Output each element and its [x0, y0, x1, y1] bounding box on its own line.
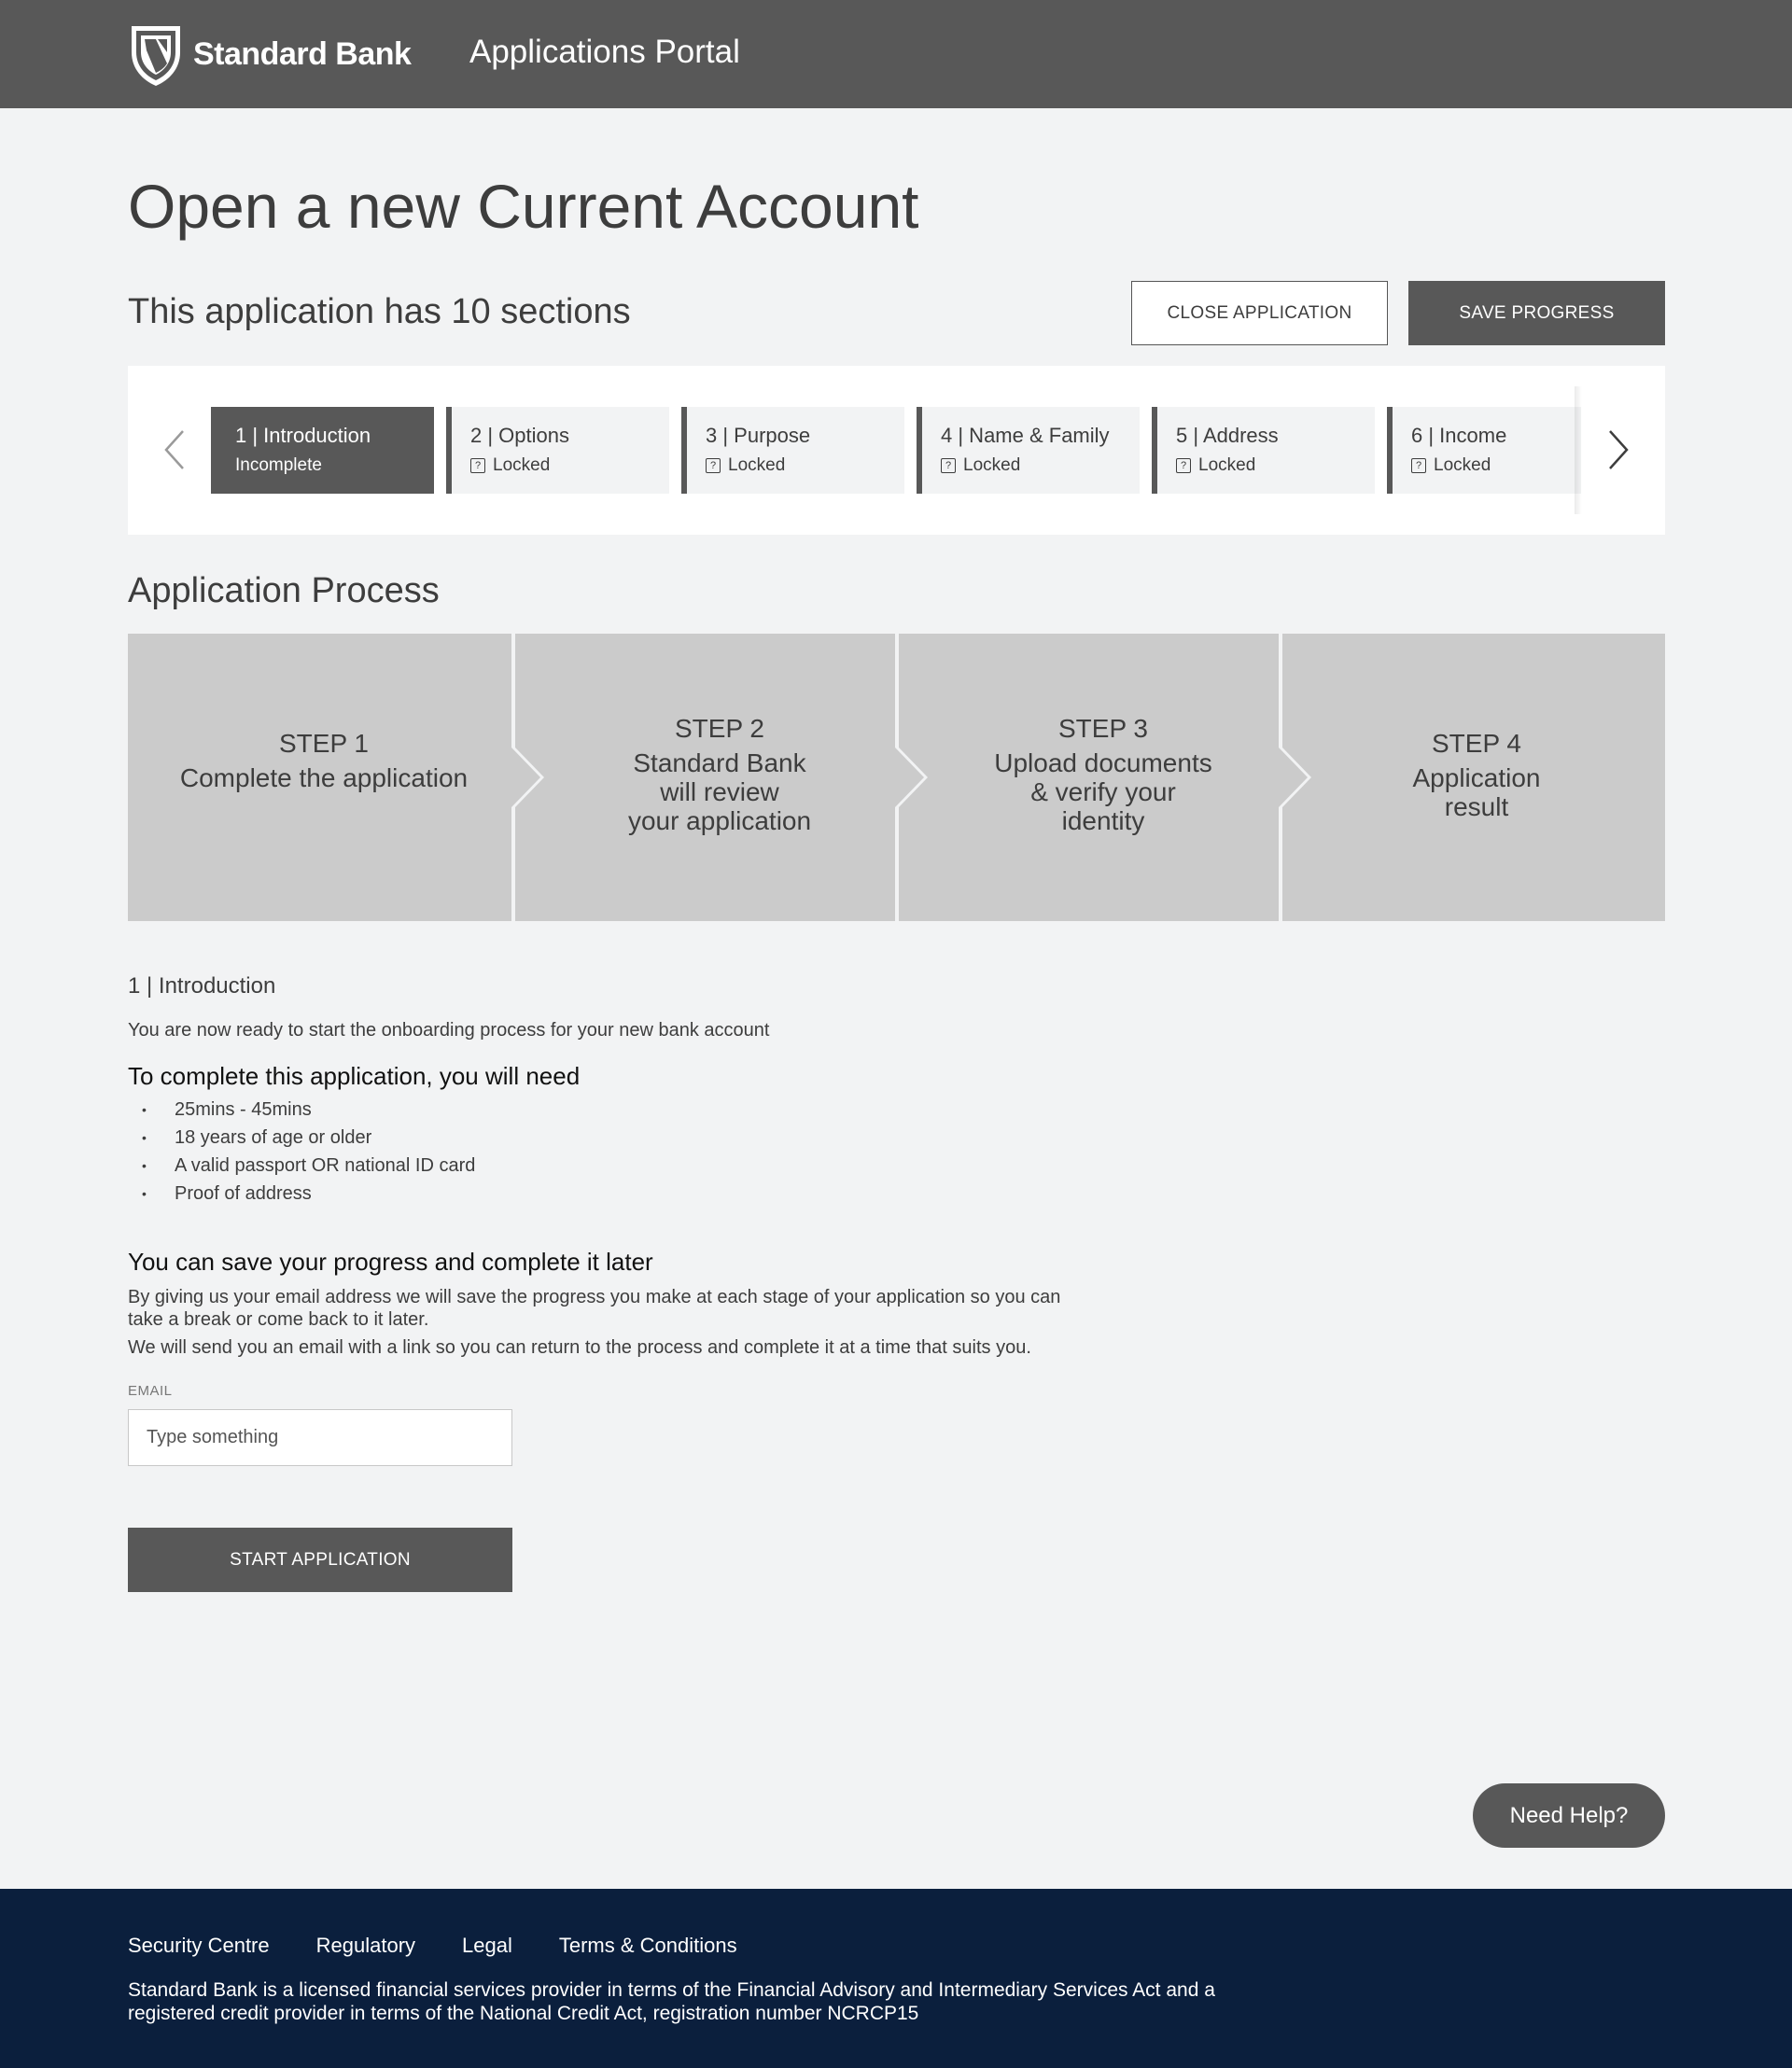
step-number: STEP 1 [279, 729, 369, 758]
section-tab-address[interactable] [1152, 407, 1375, 494]
footer-link-terms[interactable]: Terms & Conditions [558, 1934, 737, 1957]
section-tab-status [470, 455, 669, 476]
carousel-prev-button[interactable] [156, 422, 193, 478]
carousel-next-button[interactable] [1600, 422, 1637, 478]
section-tab-label: 3 | Purpose [706, 424, 811, 447]
step-number: STEP 2 [675, 714, 764, 743]
step-description: identity [1061, 806, 1145, 835]
step-4 [1311, 729, 1642, 821]
lock-icon: ? [470, 458, 485, 473]
list-item: • 18 years of age or older [128, 1127, 475, 1155]
requirements-title: To complete this application, you will need [128, 1062, 581, 1090]
step-description: your application [627, 806, 812, 835]
section-tab-options[interactable] [446, 407, 669, 494]
save-progress-button[interactable]: SAVE PROGRESS [1408, 281, 1665, 345]
chevron-right-icon [1607, 429, 1630, 470]
section-tab-status [1411, 455, 1581, 476]
section-status-text: Locked [963, 455, 1021, 475]
section-tab-label: 1 | Introduction [235, 424, 371, 447]
section-tab-label: 4 | Name & Family [941, 424, 1110, 447]
standard-bank-logo[interactable] [128, 21, 411, 88]
section-tab-introduction[interactable] [211, 407, 434, 494]
step-description: Application [1412, 763, 1541, 792]
section-tab-status [235, 455, 434, 476]
step-description: & verify your [1030, 777, 1176, 806]
section-tab-label: 5 | Address [1176, 424, 1279, 447]
portal-title: Applications Portal [469, 34, 740, 70]
section-status-text: Locked [1198, 455, 1256, 475]
shield-logo-icon [128, 21, 184, 88]
step-3 [928, 714, 1279, 835]
section-tab-status [706, 455, 904, 476]
section-tab-label: 2 | Options [470, 424, 569, 447]
footer [0, 1889, 1792, 2068]
step-number: STEP 4 [1432, 729, 1521, 758]
step-description: result [1444, 792, 1509, 821]
section-status-text: Locked [493, 455, 551, 475]
step-description: will review [660, 777, 779, 806]
step-description: Standard Bank [633, 748, 806, 777]
section-status-text: Locked [728, 455, 786, 475]
section-tab-purpose[interactable] [681, 407, 904, 494]
save-later-email-text: We will send you an email with a link so you can return to the process and complete it at a time that suits you. [128, 1337, 1031, 1358]
process-title: Application Process [128, 571, 440, 610]
footer-legal-text: Standard Bank is a licensed financial services provider in terms of the Financial Advisory and Intermediary Services Act and a registered credit provider in terms of the National Credit Act, registration number NCRCP15 [128, 1979, 1215, 2024]
lock-icon: ? [1411, 458, 1426, 473]
lock-icon: ? [1176, 458, 1191, 473]
process-steps [128, 634, 1665, 921]
step-1 [165, 729, 483, 792]
requirements-list [128, 1099, 475, 1211]
step-description: Upload documents [994, 748, 1212, 777]
start-application-button[interactable]: START APPLICATION [128, 1528, 512, 1592]
sections-title: This application has 10 sections [128, 292, 631, 331]
close-application-button[interactable]: CLOSE APPLICATION [1131, 281, 1388, 345]
email-input[interactable] [128, 1409, 512, 1466]
need-help-button[interactable]: Need Help? [1473, 1783, 1665, 1848]
section-tabs [211, 407, 1581, 494]
intro-text: You are now ready to start the onboarding process for your new bank account [128, 1020, 770, 1041]
section-tab-label: 6 | Income [1411, 424, 1507, 447]
list-item: • 25mins - 45mins [128, 1099, 475, 1127]
footer-links [128, 1934, 784, 1958]
step-2 [544, 714, 895, 835]
save-later-text: By giving us your email address we will save the progress you make at each stage of your application so you can take a break or come back to it later. [128, 1287, 1061, 1330]
header [0, 0, 1792, 108]
list-item: • Proof of address [128, 1183, 475, 1211]
email-label: EMAIL [128, 1383, 173, 1399]
section-tab-status [941, 455, 1140, 476]
step-number: STEP 3 [1058, 714, 1148, 743]
chevron-left-icon [163, 429, 186, 470]
section-tab-status [1176, 455, 1375, 476]
page-title: Open a new Current Account [128, 172, 919, 241]
step-description: Complete the application [179, 763, 469, 792]
lock-icon: ? [941, 458, 956, 473]
section-status-text: Incomplete [235, 455, 322, 475]
section-status-text: Locked [1434, 455, 1491, 475]
save-later-title: You can save your progress and complete it later [128, 1248, 653, 1276]
footer-link-regulatory[interactable]: Regulatory [315, 1934, 416, 1957]
section-carousel [128, 366, 1665, 535]
list-item: • A valid passport OR national ID card [128, 1155, 475, 1183]
brand-name: Standard Bank [193, 35, 412, 72]
footer-link-legal[interactable]: Legal [462, 1934, 512, 1957]
section-tab-name-family[interactable] [917, 407, 1140, 494]
section-tab-income[interactable] [1387, 407, 1581, 494]
tabs-overflow-shadow [1575, 386, 1582, 514]
intro-title: 1 | Introduction [128, 973, 276, 999]
footer-link-security-centre[interactable]: Security Centre [128, 1934, 270, 1957]
lock-icon: ? [706, 458, 721, 473]
